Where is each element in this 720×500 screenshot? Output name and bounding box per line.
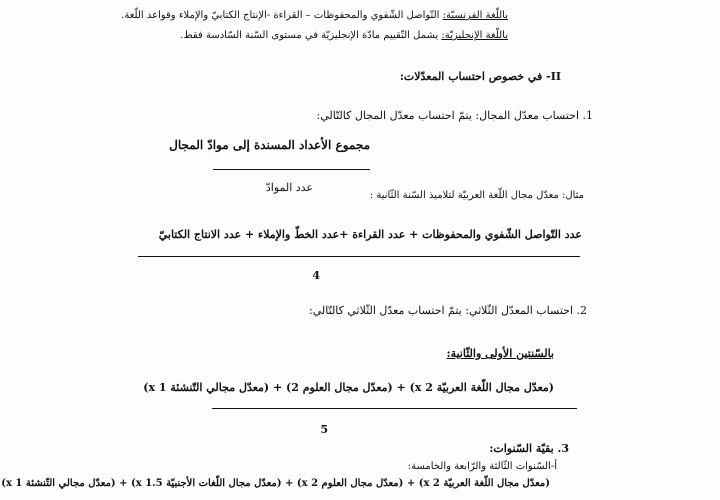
- french-text: التّواصل الشّفوي والمحفوظات – القراءة -الإنتاج الكتابيّ والإملاء وقواعد اللّغة.: [121, 10, 443, 21]
- example-line: مثال: معدّل مجال اللّغة العربيّة لتلاميذ السّنة الثّانية :: [369, 190, 584, 201]
- years-1-2-heading: بالسّنتين الأولى والثّانية:: [446, 347, 554, 360]
- fraction-bar-2: [138, 256, 580, 257]
- french-subjects-line: [121, 10, 508, 21]
- years-3-4-5-heading: أ-السّنوات الثّالثة والرّابعة والخامسة:: [407, 461, 557, 472]
- fraction-bar-1: [213, 169, 370, 170]
- example-denominator: 4: [312, 269, 320, 282]
- item-3-other-years: 3. بقيّة السّنوات:: [489, 442, 569, 455]
- french-label: باللّغة الفرنسيّة:: [442, 10, 508, 21]
- fraction-bar-3: [212, 408, 577, 409]
- formula-3: (معدّل مجال اللّغة العربيّة x 2) + (معدّل مجال العلوم x 2) + (معدّل مجال اللّغات الأجنبيّة x 1.5) + (معدّل مجالي التّنشئة x 1): [1, 478, 550, 489]
- english-label: باللّغة الإنجليزيّة:: [441, 30, 508, 41]
- english-text: يشمل التّقييم مادّة الإنجليزيّة في مستوى السّنة السّادسة فقط.: [180, 30, 442, 41]
- item-2-term-average: 2. احتساب المعدّل الثّلاثي: يتمّ احتساب معدّل الثّلاثي كالتّالي:: [309, 304, 587, 317]
- example-numerator: عدد التّواصل الشّفوي والمحفوظات + عدد القراءة +عدد الخطّ والإملاء + عدد الانتاج الكتابيّ: [158, 228, 582, 241]
- formula-2-numerator: (معدّل مجال اللّغة العربيّة x 2) + (معدّل مجال العلوم 2) + (معدّل مجالي التّنشئة x 1): [143, 381, 554, 394]
- item-1-domain-average: 1. احتساب معدّل المجال: يتمّ احتساب معدّل المجال كالتّالي:: [316, 109, 593, 122]
- english-subjects-line: [180, 30, 508, 41]
- formula-1-numerator: مجموع الأعداد المسندة إلى موادّ المجال: [169, 138, 370, 152]
- section-ii-heading: II- في خصوص احتساب المعدّلات:: [399, 70, 561, 83]
- formula-1-denominator: عدد الموادّ: [265, 181, 313, 194]
- formula-2-denominator: 5: [320, 423, 328, 436]
